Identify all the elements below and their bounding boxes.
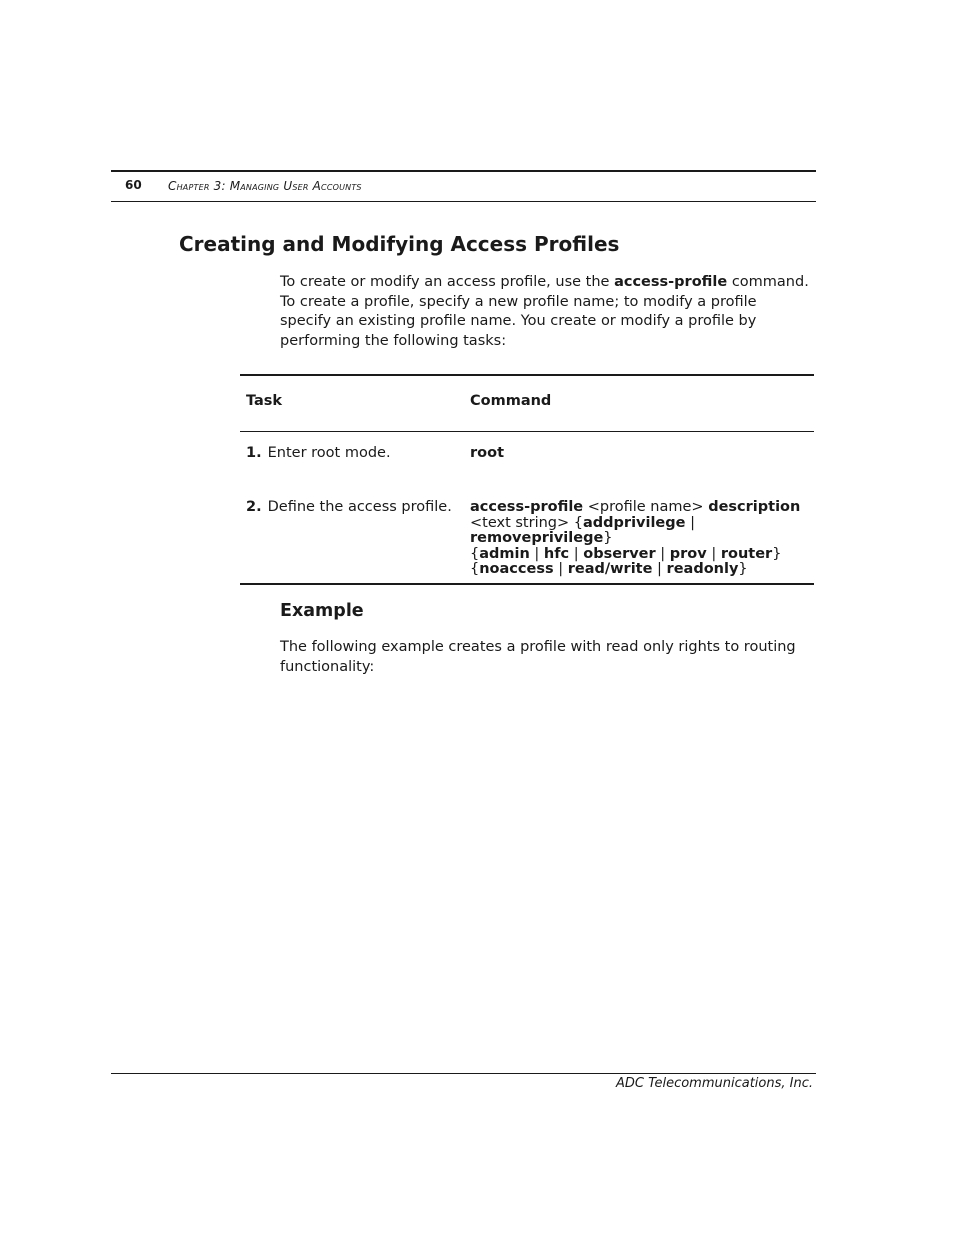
arg-text-string: <text string> (470, 514, 574, 531)
command-line-4 (470, 562, 810, 578)
command-root: root (470, 445, 505, 461)
table-row-2-task (246, 500, 452, 516)
intro-command: access-profile (614, 274, 728, 290)
brace-close: } (603, 530, 613, 546)
separator: | (529, 545, 544, 562)
footer-company: ADC Telecommunications, Inc. (616, 1076, 813, 1091)
keyword-description: description (708, 499, 801, 515)
step-number: 1. (246, 445, 262, 461)
separator: | (685, 514, 695, 531)
intro-text-part1: To create or modify an access profile, use the (280, 274, 615, 290)
keyword-noaccess: noaccess (479, 561, 554, 577)
keyword-addprivilege: addprivilege (583, 514, 686, 531)
header-rule-bottom (111, 201, 816, 202)
keyword-admin: admin (479, 545, 530, 562)
step-text: Define the access profile. (267, 499, 452, 515)
brace-close: } (772, 545, 782, 562)
intro-paragraph (280, 273, 810, 351)
separator: | (652, 561, 667, 577)
keyword-readonly: readonly (666, 561, 739, 577)
command-line-3 (470, 547, 810, 563)
header-rule-top (111, 170, 816, 172)
keyword-router: router (720, 545, 773, 562)
table-header-rule (240, 431, 814, 432)
table-rule-bottom (240, 583, 814, 585)
table-rule-top (240, 374, 814, 376)
section-title: Creating and Modifying Access Profiles (179, 232, 620, 256)
separator: | (569, 545, 584, 562)
separator: | (655, 545, 670, 562)
example-heading: Example (280, 601, 364, 621)
arg-profile-name: <profile name> (583, 499, 709, 515)
keyword-hfc: hfc (543, 545, 570, 562)
intro-text-part2: command. To create a profile, specify a new profile name; to modify a profile specify an existing profile name. You create or modify a profile by performing the following tasks: (280, 274, 809, 349)
brace-open: { (573, 514, 583, 531)
keyword-removeprivilege: removeprivilege (470, 530, 604, 546)
running-head: Chapter 3: Managing User Accounts (168, 179, 362, 193)
keyword-observer: observer (583, 545, 656, 562)
separator: | (706, 545, 721, 562)
table-header-task: Task (246, 393, 283, 409)
command-line-1 (470, 500, 810, 516)
brace-close: } (738, 561, 748, 577)
table-row-1-command (470, 446, 810, 462)
step-number: 2. (246, 499, 262, 515)
table-row-2-command (470, 500, 810, 578)
brace-open: { (470, 545, 480, 562)
command-access-profile: access-profile (470, 499, 584, 515)
footer-rule (111, 1073, 816, 1074)
page-number: 60 (125, 178, 142, 192)
table-header-command: Command (470, 393, 552, 409)
table-row-1-task (246, 446, 391, 462)
command-line-2 (470, 516, 810, 547)
step-text: Enter root mode. (267, 445, 391, 461)
keyword-read-write: read/write (567, 561, 653, 577)
example-text: The following example creates a profile with read only rights to routing functionality: (280, 639, 796, 675)
keyword-prov: prov (669, 545, 707, 562)
brace-open: { (470, 561, 480, 577)
separator: | (553, 561, 568, 577)
